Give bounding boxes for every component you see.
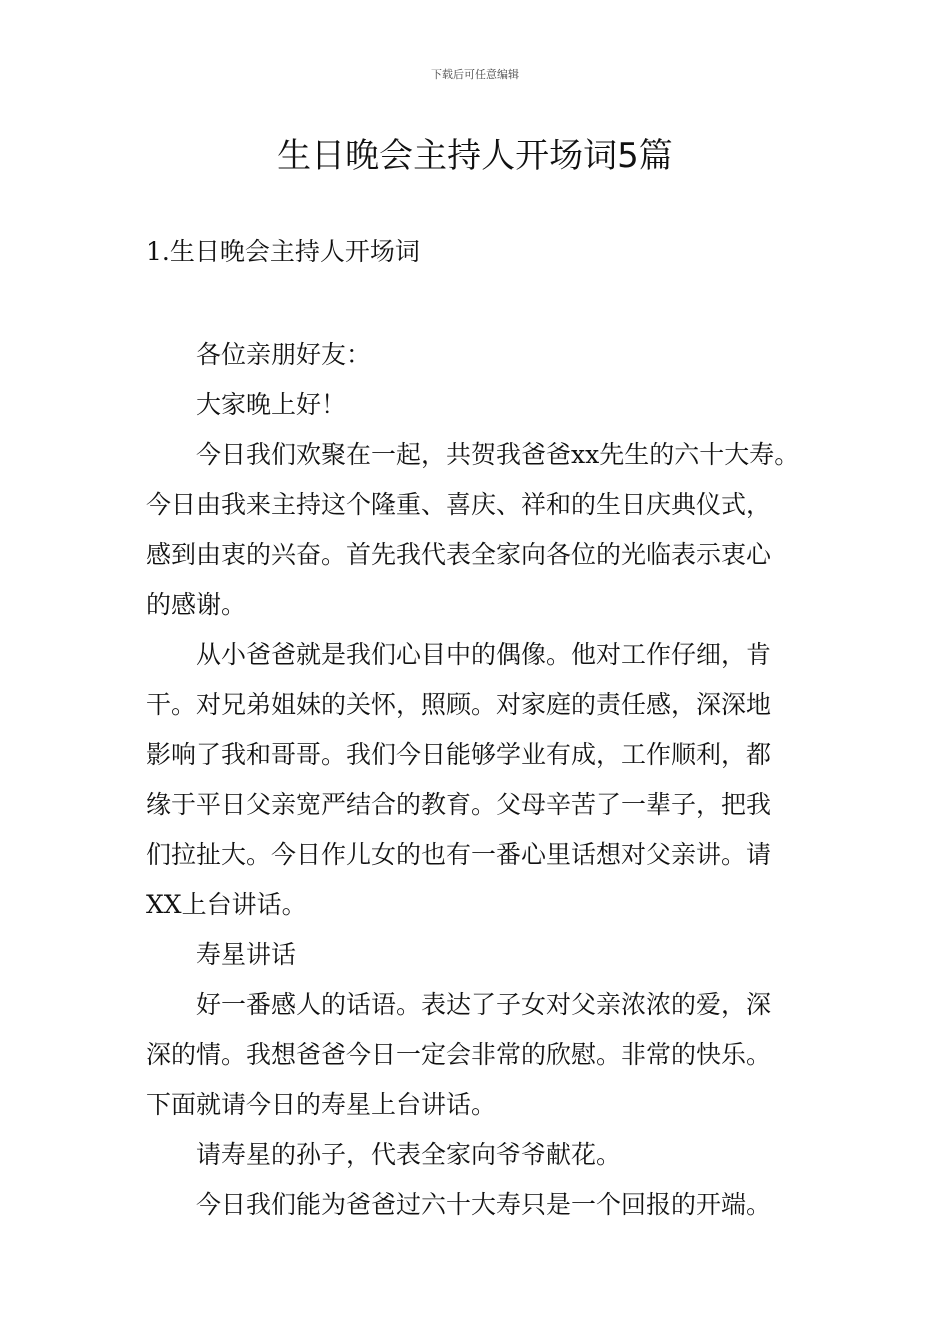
paragraph-line: 今日我们欢聚在一起，共贺我爸爸xx先生的六十大寿。 — [196, 440, 800, 469]
paragraph-line: 影响了我和哥哥。我们今日能够学业有成，工作顺利，都 — [146, 740, 772, 769]
paragraph-line: 好一番感人的话语。表达了子女对父亲浓浓的爱，深 — [196, 990, 772, 1019]
paragraph — [146, 430, 826, 630]
paragraph — [146, 630, 826, 930]
paragraph-line: 大家晚上好！ — [196, 390, 347, 419]
paragraph-line: 下面就请今日的寿星上台讲话。 — [146, 1090, 497, 1119]
paragraph — [146, 1130, 826, 1180]
paragraph-line: 寿星讲话 — [196, 940, 297, 969]
paragraph-line: 请寿星的孙子，代表全家向爷爷献花。 — [196, 1140, 622, 1169]
paragraph-line: 的感谢。 — [146, 590, 247, 619]
paragraph-line: XX上台讲话。 — [146, 890, 307, 919]
paragraph-line: 今日由我来主持这个隆重、喜庆、祥和的生日庆典仪式， — [146, 490, 772, 519]
paragraph-line: 深的情。我想爸爸今日一定会非常的欣慰。非常的快乐。 — [146, 1040, 772, 1069]
paragraph — [146, 1180, 826, 1230]
paragraph-line: 各位亲朋好友： — [196, 340, 372, 369]
paragraph — [146, 930, 826, 980]
paragraph — [146, 330, 826, 380]
document-title: 生日晚会主持人开场词5篇 — [277, 136, 673, 176]
paragraph — [146, 380, 826, 430]
paragraph-line: 干。对兄弟姐妹的关怀，照顾。对家庭的责任感，深深地 — [146, 690, 772, 719]
header-note: 下载后可任意编辑 — [431, 68, 519, 81]
paragraph — [146, 980, 826, 1130]
section-heading: 1.生日晚会主持人开场词 — [146, 237, 420, 266]
paragraph-line: 感到由衷的兴奋。首先我代表全家向各位的光临表示衷心 — [146, 540, 772, 569]
paragraph-line: 从小爸爸就是我们心目中的偶像。他对工作仔细，肯 — [196, 640, 772, 669]
paragraph-line: 缘于平日父亲宽严结合的教育。父母辛苦了一辈子，把我 — [146, 790, 772, 819]
paragraph-line: 们拉扯大。今日作儿女的也有一番心里话想对父亲讲。请 — [146, 840, 772, 869]
paragraph-line: 今日我们能为爸爸过六十大寿只是一个回报的开端。 — [196, 1190, 772, 1219]
document-body — [146, 330, 826, 1230]
